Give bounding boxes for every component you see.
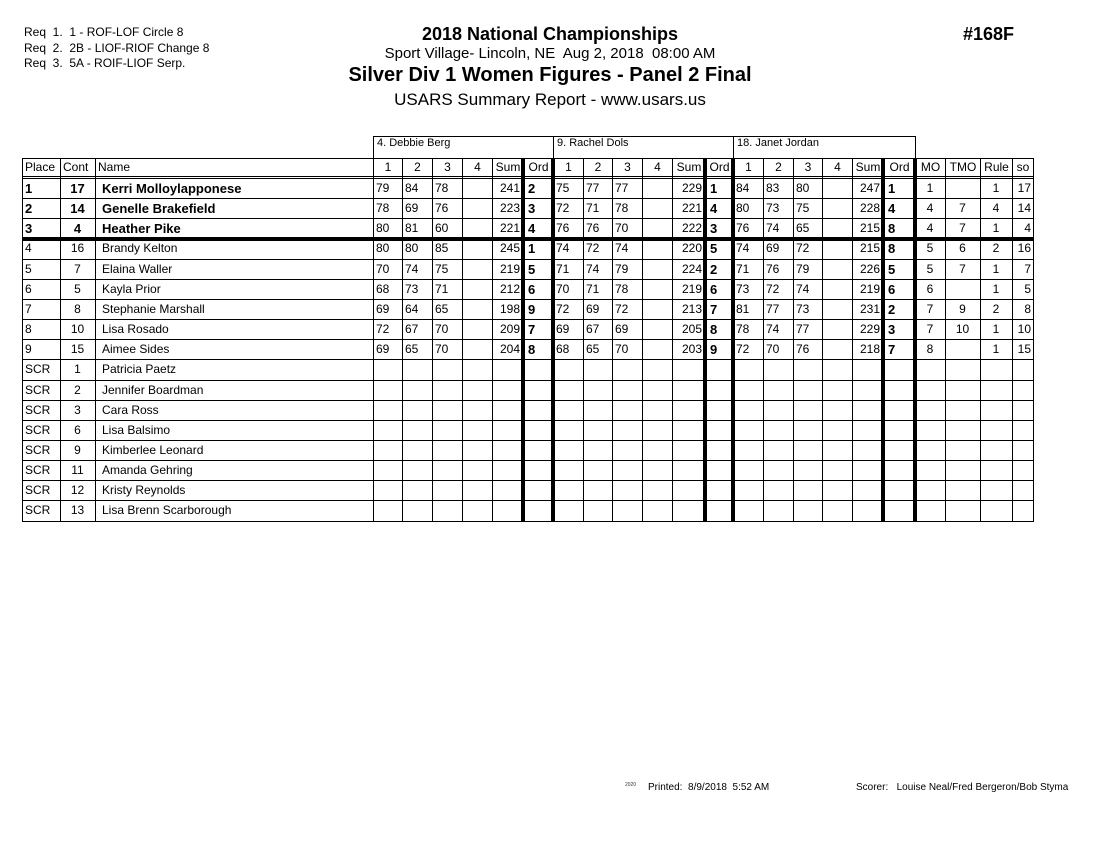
judge3-ordinal: 3: [888, 322, 896, 337]
table-rule: [763, 158, 764, 522]
judge1-score: 80: [405, 241, 419, 255]
judge2-sum: 229: [681, 181, 702, 195]
judge2-ordinal: 7: [710, 302, 718, 317]
requirement-2: Req 2. 2B - LIOF-RIOF Change 8: [24, 40, 210, 55]
scorer-names: Scorer: Louise Neal/Fred Bergeron/Bob Styma: [856, 782, 1069, 793]
judge2-score: 72: [556, 302, 570, 316]
rule-cell: 1: [992, 221, 1000, 235]
skater-name: Cara Ross: [102, 403, 159, 417]
so-cell: 8: [1024, 302, 1031, 316]
col-header-judge2-2: 2: [594, 160, 602, 174]
table-rule: [95, 158, 96, 522]
judge2-ordinal: 3: [710, 221, 718, 236]
col-header-judge1-4: 4: [474, 160, 481, 174]
skater-name: Brandy Kelton: [102, 241, 178, 255]
mo-cell: 8: [926, 342, 934, 356]
judge3-ordinal: 8: [888, 241, 896, 256]
judge1-ordinal: 7: [528, 322, 536, 337]
place-cell: 7: [25, 302, 32, 316]
place-cell: SCR: [25, 503, 51, 517]
place-cell: SCR: [25, 443, 51, 457]
judge3-score: 74: [736, 241, 750, 255]
judge2-sum: 222: [681, 221, 702, 235]
skater-name: Kayla Prior: [102, 282, 161, 296]
rule-cell: 1: [992, 181, 1000, 195]
col-header-judge3-1: 1: [745, 160, 752, 174]
judge2-score: 74: [586, 262, 600, 276]
judge1-score: 71: [435, 282, 449, 296]
judge2-score: 67: [586, 322, 600, 336]
col-header-judge3-ord: Ord: [889, 160, 910, 174]
judge3-score: 71: [736, 262, 750, 276]
judge1-score: 65: [405, 342, 419, 356]
judge1-score: 74: [405, 262, 419, 276]
table-rule: [402, 158, 403, 522]
contestant-number: 16: [70, 241, 85, 255]
contestant-number: 7: [74, 262, 81, 276]
col-header-mo: MO: [920, 160, 941, 174]
judge3-ordinal: 6: [888, 282, 896, 297]
skater-name: Aimee Sides: [102, 342, 170, 356]
judge3-ordinal: 2: [888, 302, 896, 317]
so-cell: 5: [1024, 282, 1031, 296]
col-header-judge1-sum: Sum: [495, 160, 521, 174]
col-header-judge2-4: 4: [654, 160, 661, 174]
judge1-sum: 245: [499, 241, 520, 255]
judge1-score: 84: [405, 181, 419, 195]
judge2-ordinal: 4: [710, 201, 718, 216]
judge3-score: 69: [766, 241, 780, 255]
judge2-score: 70: [615, 221, 629, 235]
table-rule: [915, 136, 916, 158]
skater-name: Lisa Brenn Scarborough: [102, 503, 232, 517]
judge3-sum: 226: [859, 262, 880, 276]
judge1-score: 64: [405, 302, 419, 316]
judge3-score: 77: [796, 322, 810, 336]
report-title: USARS Summary Report - www.usars.us: [394, 90, 706, 109]
place-cell: 9: [25, 342, 32, 356]
place-cell: 5: [25, 262, 32, 276]
contestant-number: 1: [74, 362, 81, 376]
judge3-score: 77: [766, 302, 780, 316]
skater-name: Genelle Brakefield: [102, 201, 216, 216]
judge1-score: 75: [435, 262, 449, 276]
judge1-ordinal: 1: [528, 241, 536, 256]
event-number: #168F: [963, 24, 1015, 44]
col-header-judge2-3: 3: [624, 160, 631, 174]
judge1-score: 65: [435, 302, 449, 316]
judge1-sum: 241: [499, 181, 520, 195]
place-cell: 2: [25, 201, 33, 216]
judge1-score: 80: [376, 221, 390, 235]
event-title: Silver Div 1 Women Figures - Panel 2 Final: [348, 64, 752, 86]
table-rule: [672, 158, 673, 522]
mo-cell: 5: [926, 241, 934, 255]
judge3-sum: 229: [859, 322, 880, 336]
judge2-score: 77: [615, 181, 629, 195]
skater-name: Kerri Molloylapponese: [102, 181, 242, 196]
judge2-sum: 203: [681, 342, 702, 356]
judge3-sum: 215: [859, 241, 880, 255]
judge2-score: 77: [586, 181, 600, 195]
table-rule: [22, 158, 23, 522]
judge2-score: 78: [615, 201, 629, 215]
judge2-score: 75: [556, 181, 570, 195]
table-rule: [373, 158, 374, 522]
judge2-sum: 221: [681, 201, 702, 215]
col-header-judge1-1: 1: [384, 160, 392, 174]
judge3-score: 73: [796, 302, 810, 316]
judge2-score: 71: [586, 201, 600, 215]
judge3-sum: 247: [859, 181, 880, 195]
skater-name: Patricia Paetz: [102, 362, 177, 376]
col-header-judge2-1: 1: [565, 160, 572, 174]
tmo-cell: 6: [959, 241, 966, 255]
so-cell: 15: [1017, 342, 1031, 356]
judge-header-2: 9. Rachel Dols: [557, 137, 629, 149]
judge1-score: 69: [376, 302, 390, 316]
judge1-score: 78: [376, 201, 390, 215]
judge1-ordinal: 3: [528, 201, 536, 216]
col-header-rule: Rule: [984, 160, 1009, 174]
skater-name: Elaina Waller: [102, 262, 173, 276]
judge2-sum: 205: [681, 322, 702, 336]
contestant-number: 15: [70, 342, 85, 356]
judge3-score: 76: [736, 221, 750, 235]
place-cell: SCR: [25, 362, 51, 376]
place-cell: SCR: [25, 483, 51, 497]
judge-header-3: 18. Janet Jordan: [737, 137, 819, 149]
tmo-cell: 7: [959, 221, 966, 235]
col-header-judge1-ord: Ord: [528, 160, 549, 174]
place-cell: SCR: [25, 423, 51, 437]
place-cell: SCR: [25, 403, 51, 417]
judge1-ordinal: 6: [528, 282, 536, 297]
table-rule: [822, 158, 823, 522]
table-rule: [583, 158, 584, 522]
col-header-judge3-4: 4: [834, 160, 841, 174]
judge1-score: 70: [435, 322, 449, 336]
judge1-score: 81: [405, 221, 419, 235]
judge2-score: 70: [556, 282, 570, 296]
judge2-score: 69: [615, 322, 629, 336]
tmo-cell: 10: [955, 322, 970, 336]
judge1-score: 69: [376, 342, 390, 356]
judge1-ordinal: 9: [528, 302, 536, 317]
judge3-score: 72: [766, 282, 780, 296]
judge3-sum: 219: [859, 282, 880, 296]
judge2-score: 74: [615, 241, 629, 255]
tmo-cell: 7: [959, 262, 966, 276]
place-cell: SCR: [25, 383, 51, 397]
contestant-number: 6: [74, 423, 81, 437]
judge3-score: 76: [766, 262, 780, 276]
judge1-score: 79: [376, 181, 390, 195]
contestant-number: 2: [74, 383, 81, 397]
judge3-sum: 231: [859, 302, 880, 316]
rule-cell: 2: [992, 241, 1000, 255]
judge1-score: 67: [405, 322, 419, 336]
judge2-score: 72: [556, 201, 570, 215]
skater-name: Lisa Balsimo: [102, 423, 171, 437]
mo-cell: 1: [926, 181, 934, 195]
judge2-score: 78: [615, 282, 629, 296]
table-rule: [1012, 158, 1013, 522]
place-cell: SCR: [25, 463, 51, 477]
place-cell: 1: [25, 181, 33, 196]
judge1-score: 78: [435, 181, 449, 195]
rule-cell: 4: [992, 201, 1000, 215]
col-header-judge3-3: 3: [804, 160, 812, 174]
judge3-score: 80: [796, 181, 810, 195]
mo-cell: 5: [926, 262, 934, 276]
judge2-sum: 213: [681, 302, 702, 316]
report-code: 2020: [625, 782, 637, 788]
place-cell: 6: [25, 282, 32, 296]
printed-timestamp: Printed: 8/9/2018 5:52 AM: [648, 782, 770, 793]
judge1-score: 69: [405, 201, 419, 215]
skater-name: Kristy Reynolds: [102, 483, 186, 497]
judge2-ordinal: 1: [710, 181, 718, 196]
table-rule: [733, 136, 734, 158]
judge1-ordinal: 8: [528, 342, 536, 357]
rule-cell: 2: [992, 302, 1000, 316]
table-rule: [612, 158, 613, 522]
col-header-tmo: TMO: [949, 160, 977, 174]
judge1-sum: 212: [499, 282, 520, 296]
judge1-sum: 221: [499, 221, 520, 235]
so-cell: 4: [1024, 221, 1031, 235]
judge2-ordinal: 8: [710, 322, 718, 337]
contestant-number: 3: [74, 403, 81, 417]
judge3-ordinal: 8: [888, 221, 896, 236]
judge1-ordinal: 5: [528, 262, 536, 277]
mo-cell: 7: [926, 302, 934, 316]
judge3-sum: 228: [859, 201, 880, 215]
rule-cell: 1: [992, 262, 1000, 276]
col-header-name: Name: [98, 160, 131, 174]
col-header-judge2-ord: Ord: [709, 160, 730, 174]
judge3-score: 74: [766, 221, 780, 235]
place-cell: 3: [25, 221, 33, 236]
place-cell: 4: [25, 241, 32, 255]
col-header-judge3-2: 2: [775, 160, 782, 174]
col-header-judge2-sum: Sum: [676, 160, 702, 174]
so-cell: 14: [1017, 201, 1031, 215]
so-cell: 7: [1024, 262, 1031, 276]
judge3-ordinal: 7: [888, 342, 896, 357]
table-rule: [980, 158, 981, 522]
contestant-number: 4: [73, 221, 82, 236]
skater-name: Lisa Rosado: [102, 322, 169, 336]
judge-header-1: 4. Debbie Berg: [377, 137, 451, 149]
table-rule: [462, 158, 463, 522]
judge2-score: 69: [556, 322, 570, 336]
judge1-sum: 198: [499, 302, 520, 316]
judge3-score: 74: [766, 322, 780, 336]
table-rule: [373, 136, 374, 158]
col-header-cont: Cont: [63, 160, 89, 174]
col-header-judge1-3: 3: [444, 160, 451, 174]
contestant-number: 8: [74, 302, 81, 316]
skater-name: Jennifer Boardman: [102, 383, 204, 397]
skater-name: Kimberlee Leonard: [102, 443, 204, 457]
judge2-ordinal: 5: [710, 241, 718, 256]
table-rule: [793, 158, 794, 522]
judge2-score: 71: [556, 262, 570, 276]
judge1-score: 70: [435, 342, 449, 356]
competition-title: 2018 National Championships: [421, 24, 679, 44]
judge2-sum: 224: [681, 262, 702, 276]
rule-cell: 1: [992, 322, 1000, 336]
mo-cell: 7: [926, 322, 934, 336]
judge1-ordinal: 4: [528, 221, 536, 236]
judge1-score: 80: [376, 241, 390, 255]
judge3-score: 73: [766, 201, 780, 215]
judge2-sum: 220: [681, 241, 702, 255]
judge3-score: 75: [796, 201, 810, 215]
judge2-score: 74: [556, 241, 570, 255]
table-rule: [432, 158, 433, 522]
contestant-number: 17: [70, 181, 85, 196]
mo-cell: 4: [926, 221, 934, 235]
col-header-place: Place: [25, 160, 56, 174]
requirement-3: Req 3. 5A - ROIF-LIOF Serp.: [24, 56, 186, 70]
judge1-sum: 209: [499, 322, 520, 336]
skater-name: Heather Pike: [102, 221, 181, 236]
rule-cell: 1: [992, 342, 1000, 356]
table-rule: [852, 158, 853, 522]
table-rule: [703, 158, 707, 522]
contestant-number: 12: [70, 483, 85, 497]
judge3-ordinal: 1: [888, 181, 896, 196]
judge2-sum: 219: [681, 282, 702, 296]
judge3-score: 73: [736, 282, 750, 296]
judge1-sum: 223: [499, 201, 520, 215]
judge2-score: 68: [556, 342, 570, 356]
judge3-score: 74: [796, 282, 810, 296]
skater-name: Stephanie Marshall: [102, 302, 205, 316]
judge3-sum: 215: [859, 221, 880, 235]
skater-name: Amanda Gehring: [102, 463, 193, 477]
judge1-score: 68: [376, 282, 390, 296]
judge3-score: 84: [736, 181, 750, 195]
col-header-judge1-2: 2: [414, 160, 421, 174]
contestant-number: 10: [70, 322, 85, 336]
contestant-number: 14: [70, 201, 85, 216]
so-cell: 17: [1017, 181, 1031, 195]
judge2-score: 69: [586, 302, 600, 316]
mo-cell: 6: [926, 282, 934, 296]
tmo-cell: 7: [959, 201, 966, 215]
judge2-score: 72: [586, 241, 600, 255]
place-cell: 8: [25, 322, 32, 336]
judge3-score: 79: [796, 262, 810, 276]
judge3-ordinal: 4: [888, 201, 896, 216]
table-rule: [945, 158, 946, 522]
judge3-score: 72: [796, 241, 810, 255]
judge1-sum: 204: [499, 342, 520, 356]
judge2-score: 65: [586, 342, 600, 356]
mo-cell: 4: [926, 201, 934, 215]
judge2-ordinal: 6: [710, 282, 718, 297]
judge1-score: 73: [405, 282, 419, 296]
judge1-score: 76: [435, 201, 449, 215]
judge1-score: 70: [376, 262, 390, 276]
table-rule: [881, 158, 885, 522]
tmo-cell: 9: [959, 302, 966, 316]
judge1-ordinal: 2: [528, 181, 536, 196]
table-rule: [1033, 158, 1034, 522]
table-rule: [492, 158, 493, 522]
judge3-score: 83: [766, 181, 780, 195]
table-rule: [521, 158, 525, 522]
judge1-score: 72: [376, 322, 390, 336]
judge3-score: 80: [736, 201, 750, 215]
table-rule: [553, 136, 554, 158]
col-header-so: so: [1016, 160, 1030, 174]
judge3-score: 78: [736, 322, 750, 336]
judge2-score: 72: [615, 302, 629, 316]
judge1-score: 85: [435, 241, 449, 255]
rule-cell: 1: [992, 282, 1000, 296]
judge2-score: 71: [586, 282, 600, 296]
judge3-score: 81: [736, 302, 750, 316]
contestant-number: 13: [70, 503, 85, 517]
judge3-score: 70: [766, 342, 780, 356]
judge1-sum: 219: [499, 262, 520, 276]
venue-date-line: Sport Village- Lincoln, NE Aug 2, 2018 08:00 AM: [384, 45, 716, 62]
judge2-ordinal: 9: [710, 342, 718, 357]
judge3-score: 76: [796, 342, 810, 356]
judge3-sum: 218: [859, 342, 880, 356]
judge3-ordinal: 5: [888, 262, 896, 277]
requirement-1: Req 1. 1 - ROF-LOF Circle 8: [24, 25, 184, 39]
so-cell: 10: [1017, 322, 1031, 336]
judge2-score: 70: [615, 342, 629, 356]
judge3-score: 72: [736, 342, 750, 356]
judge2-ordinal: 2: [710, 262, 718, 277]
contestant-number: 5: [74, 282, 81, 296]
contestant-number: 11: [71, 463, 84, 477]
so-cell: 16: [1017, 241, 1031, 255]
judge2-score: 76: [556, 221, 570, 235]
judge3-score: 65: [796, 221, 810, 235]
judge2-score: 76: [586, 221, 600, 235]
col-header-judge3-sum: Sum: [855, 160, 881, 174]
judge2-score: 79: [615, 262, 629, 276]
contestant-number: 9: [74, 443, 81, 457]
judge1-score: 60: [435, 221, 449, 235]
table-rule: [642, 158, 643, 522]
